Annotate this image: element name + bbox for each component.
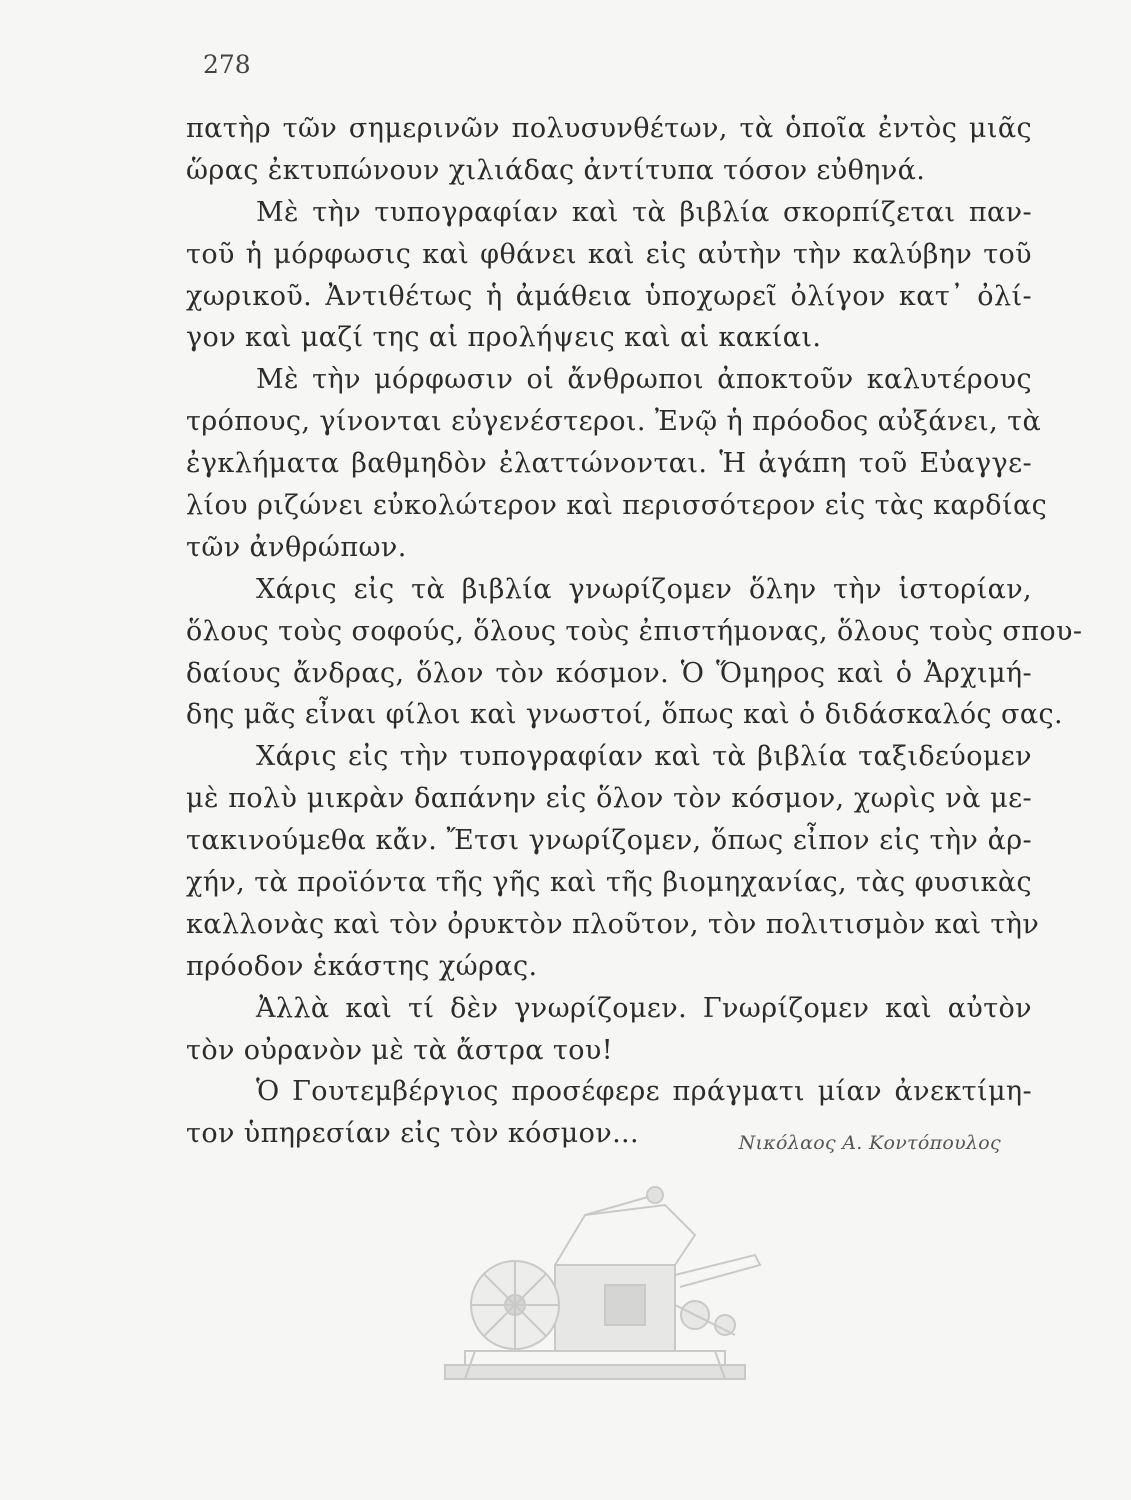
text-line: τὸν οὐρανὸν μὲ τὰ ἄστρα του! — [186, 1034, 613, 1066]
printing-press-illustration — [405, 1175, 785, 1390]
author-signature: Νικόλαος Α. Κοντόπουλος — [738, 1132, 1001, 1154]
text-line: Χάρις εἰς τὴν τυπογραφίαν καὶ τὰ βιβλία ταξιδεύομεν — [256, 741, 1032, 773]
text-line: τακινούμεθα κἄν. Ἔτσι γνωρίζομεν, ὅπως εἶπον εἰς τὴν ἀρ- — [186, 825, 1032, 857]
text-line: ἐγκλήματα βαθμηδὸν ἐλαττώνονται. Ἡ ἀγάπη τοῦ Εὐαγγε- — [186, 448, 1032, 480]
text-line: τον ὑπηρεσίαν εἰς τὸν κόσμον... — [186, 1118, 640, 1150]
text-line: πατὴρ τῶν σημερινῶν πολυσυνθέτων, τὰ ὁποῖα ἐντὸς μιᾶς — [186, 113, 1032, 144]
text-line: Μὲ τὴν μόρφωσιν οἱ ἄνθρωποι ἀποκτοῦν καλυτέρους — [256, 364, 1032, 396]
text-line: ὥρας ἐκτυπώνουν χιλιάδας ἀντίτυπα τόσον εὐθηνά. — [186, 154, 926, 186]
text-line: χήν, τὰ προϊόντα τῆς γῆς καὶ τῆς βιομηχανίας, τὰς φυσικὰς — [186, 867, 1032, 899]
text-line: πρόοδον ἑκάστης χώρας. — [186, 950, 538, 982]
text-body — [186, 108, 1083, 1155]
text-line: χωρικοῦ. Ἀντιθέτως ἡ ἀμάθεια ὑποχωρεῖ ὀλίγον κατ᾿ ὀλί- — [186, 280, 1032, 312]
text-line: Ἀλλὰ καὶ τί δὲν γνωρίζομεν. Γνωρίζομεν καὶ αὐτὸν — [256, 992, 1032, 1024]
text-line: δαίους ἄνδρας, ὅλον τὸν κόσμον. Ὁ Ὅμηρος καὶ ὁ Ἀρχιμή- — [186, 657, 1032, 689]
text-line: τοῦ ἡ μόρφωσις καὶ φθάνει καὶ εἰς αὐτὴν τὴν καλύβην τοῦ — [186, 238, 1032, 270]
text-line: ὅλους τοὺς σοφούς, ὅλους τοὺς ἐπιστήμονας, ὅλους τοὺς σπου- — [186, 615, 1083, 647]
text-line: λίου ριζώνει εὐκολώτερον καὶ περισσότερον εἰς τὰς καρδίας — [186, 490, 1048, 522]
text-line: μὲ πολὺ μικρὰν δαπάνην εἰς ὅλον τὸν κόσμον, χωρὶς νὰ με- — [186, 783, 1032, 815]
text-line: Ὁ Γουτεμβέργιος προσέφερε πράγματι μίαν ἀνεκτίμη- — [256, 1076, 1032, 1108]
text-line: γον καὶ μαζί της αἱ προλήψεις καὶ αἱ κακίαι. — [186, 322, 822, 354]
text-line: τρόπους, γίνονται εὐγενέστεροι. Ἐνῷ ἡ πρόοδος αὐξάνει, τὰ — [186, 406, 1042, 438]
text-line: Μὲ τὴν τυπογραφίαν καὶ τὰ βιβλία σκορπίζεται παν- — [256, 196, 1032, 228]
page-number: 278 — [203, 50, 251, 79]
text-line: Χάρις εἰς τὰ βιβλία γνωρίζομεν ὅλην τὴν ἱστορίαν, — [256, 573, 1032, 605]
text-line: καλλονὰς καὶ τὸν ὀρυκτὸν πλοῦτον, τὸν πολιτισμὸν καὶ τὴν — [186, 908, 1040, 940]
text-line: τῶν ἀνθρώπων. — [186, 531, 407, 563]
text-line: δης μᾶς εἶναι φίλοι καὶ γνωστοί, ὅπως καὶ ὁ διδάσκαλός σας. — [186, 699, 1063, 731]
